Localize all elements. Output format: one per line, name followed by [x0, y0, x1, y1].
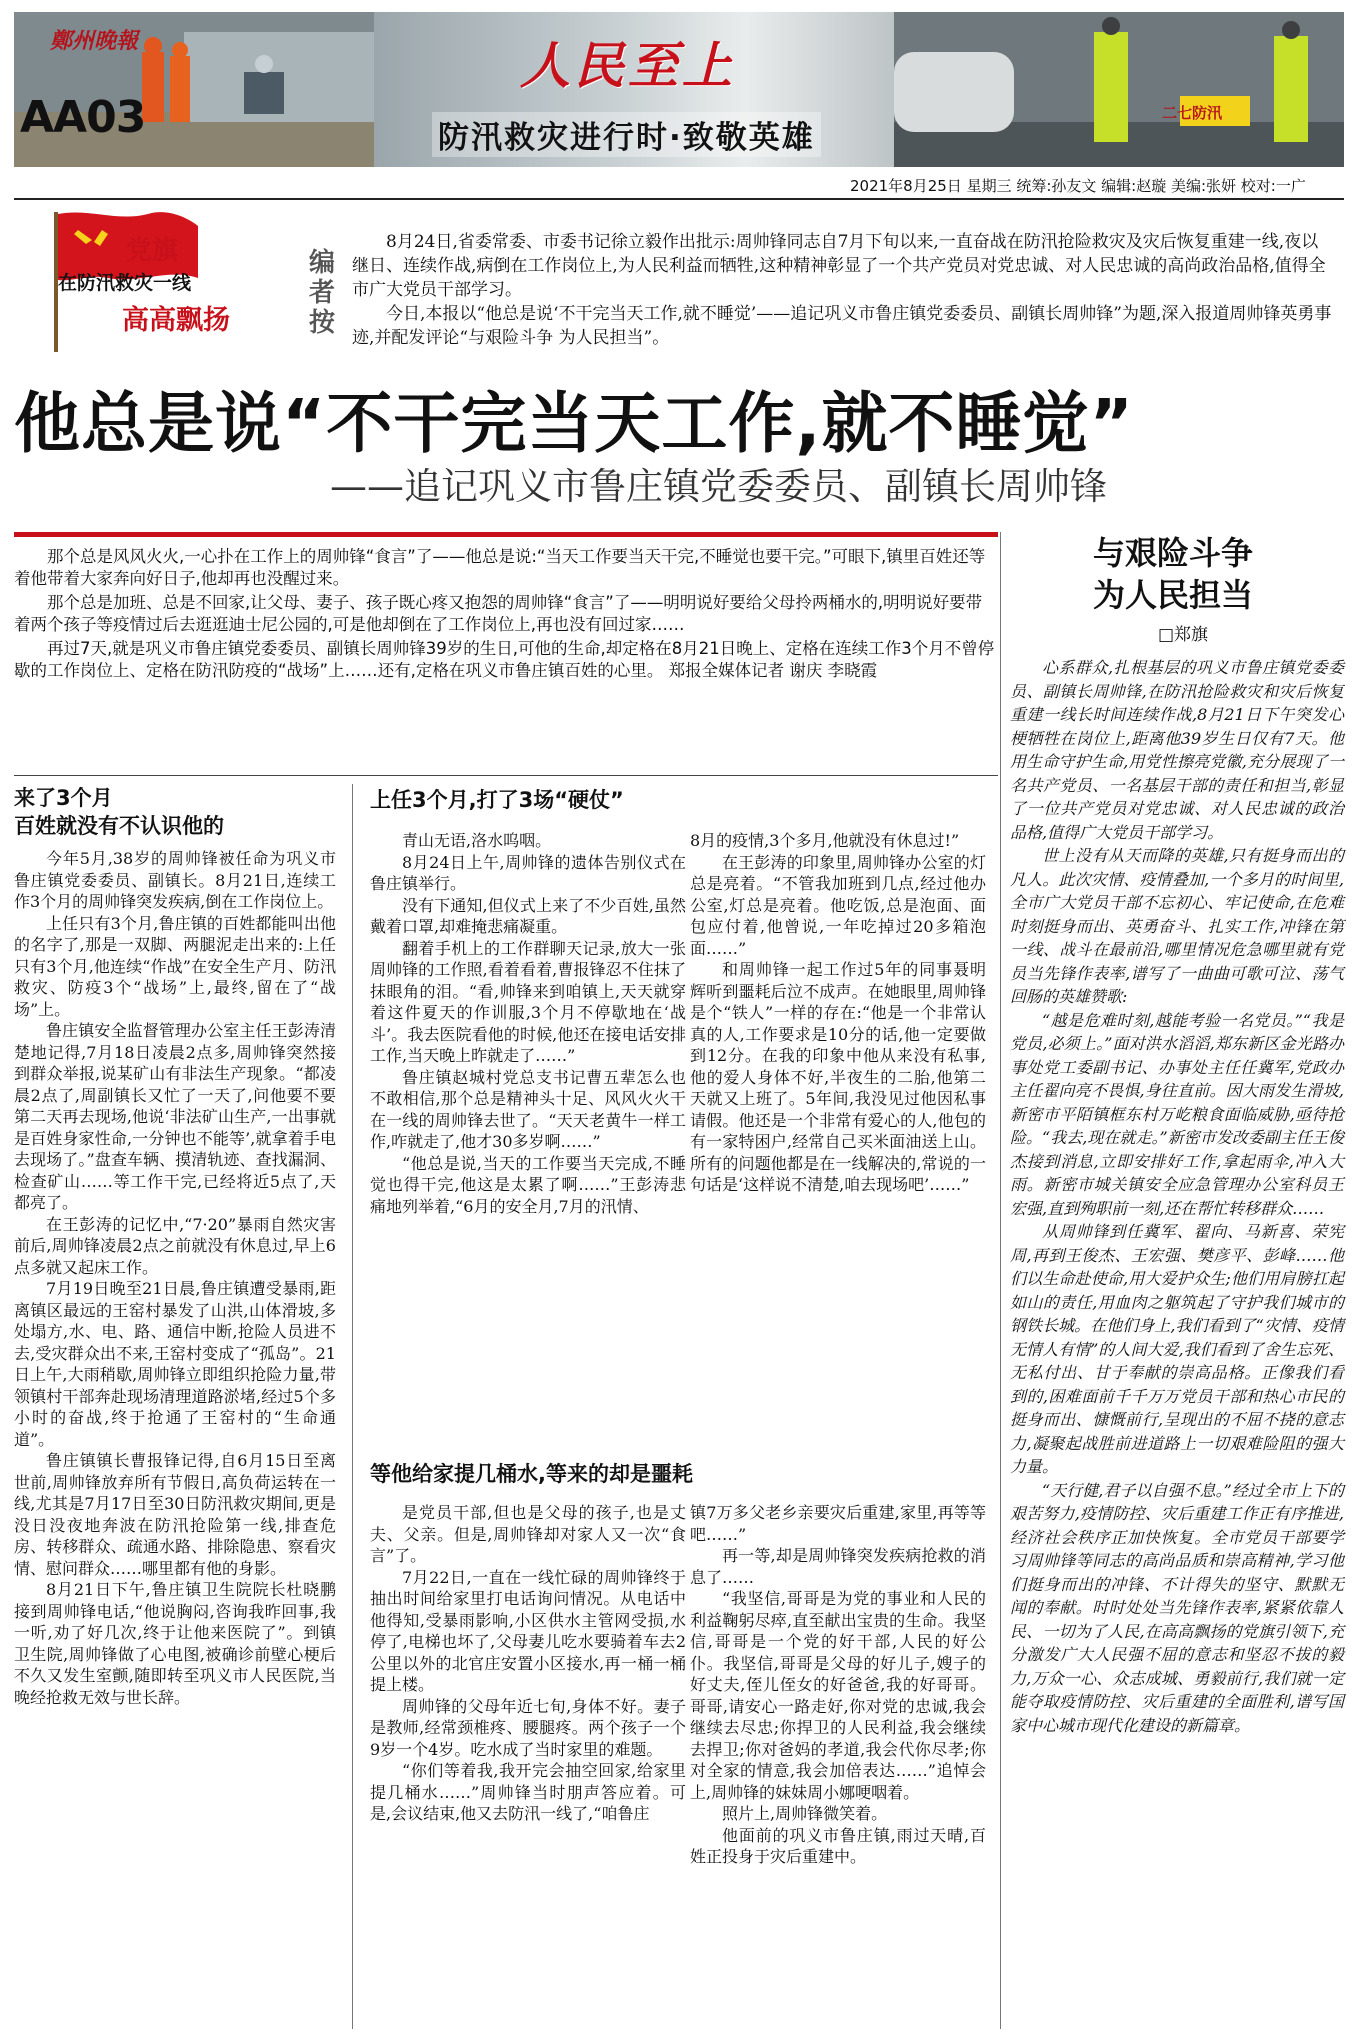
- headline: 他总是说“不干完当天工作,就不睡觉”: [14, 385, 1134, 462]
- commentary-paragraph: 从周帅锋到任冀军、翟向、马新喜、荣宪周,再到王俊杰、王宏强、樊彦平、彭峰……他们以生命赴使命,用大爱护众生;他们用肩膀扛起如山的责任,用血肉之躯筑起了守护我们城市的钢铁长城。在他们身上,我们看到了“灾情、疫情无情人有情”的人间大爱,我们看到了舍生忘死、无私付出、甘于奉献的崇高品格。正像我们看到的,困难面前千千万万党员干部和热心市民的挺身而出、慷慨前行,呈现出的不屈不挠的意志力,凝聚起战胜前进道路上一切艰难险阻的强大力量。: [1010, 1222, 1344, 1476]
- flag-line-1: 党旗: [126, 236, 179, 266]
- lead-paragraph: 那个总是风风火火,一心扑在工作上的周帅锋“食言”了——他总是说:“当天工作要当天干完,不睡觉也要干完。”可眼下,镇里百姓还等着他带着大家奔向好日子,他却再也没醒过来。: [14, 547, 986, 588]
- commentary-title-line1: 与艰险斗争: [1092, 534, 1253, 572]
- section-2-column-2: [690, 830, 986, 1196]
- article-paragraph: 和周帅锋一起工作过5年的同事聂明辉听到噩耗后泣不成声。在她眼里,周帅锋是个“铁人”一样的存在:“他是一个非常认真的人,工作要求是10分的话,他一定要做到12分。在我的印象中他从来没有私事,他的爱人身体不好,半夜生的二胎,他第二天就又上班了。5年间,我没见过他因私事请假。他还是一个非常有爱心的人,他包的有一家特困户,经常自己买米面油送上山。所有的问题他都是在一线解决的,常说的一句话是‘这样说不清楚,咱去现场吧’……”: [690, 960, 986, 1194]
- article-paragraph: 翻着手机上的工作群聊天记录,放大一张周帅锋的工作照,看着看着,曹报锋忍不住抹了抹眼角的泪。“看,帅锋来到咱镇上,天天就穿着这件夏天的作训服,3个月不停歇地在‘战斗’。我去医院看他的时候,他还在接电话安排工作,当天晚上昨就走了……”: [370, 938, 686, 1065]
- commentary-paragraph: “天行健,君子以自强不息。”经过全市上下的艰苦努力,疫情防控、灾后重建工作正有序推进,经济社会秩序正加快恢复。全市党员干部要学习周帅锋等同志的高尚品质和崇高精神,学习他们挺身而出的冲锋、不计得失的坚守、默默无闻的奉献。时时处处当先锋作表率,紧紧依靠人民、一切为了人民,在高高飘扬的党旗引领下,充分激发广大人民强不屈的意志和坚忍不拔的毅力,万众一心、众志成城、勇毅前行,我们就一定能夺取疫情防控、灾后重建的全面胜利,谱写国家中心城市现代化建设的新篇章。: [1010, 1480, 1344, 1735]
- banner-sign: 二七防汛: [1162, 104, 1223, 122]
- commentary-paragraph: 心系群众,扎根基层的巩义市鲁庄镇党委委员、副镇长周帅锋,在防汛抢险救灾和灾后恢复重建一线长时间连续作战,8月21日下午突发心梗牺牲在岗位上,距离他39岁生日仅有7天。他用生命守护生命,用党性擦亮党徽,充分展现了一名共产党员、一名基层干部的责任和担当,彰显了一位共产党员对党忠诚、对人民忠诚的政治品格,值得广大党员干部学习。: [1010, 658, 1344, 842]
- article-paragraph: 上任只有3个月,鲁庄镇的百姓都能叫出他的名字了,那是一双脚、两腿泥走出来的:上任只有3个月,他连续“作战”在安全生产月、防汛救灾、防疫3个“战场”上,最终,留在了“战场”上。: [14, 913, 336, 1019]
- column-divider: [352, 784, 353, 2029]
- section-2-title-wrap: [370, 786, 624, 814]
- editor-note-paragraph: 今日,本报以“他总是说‘不干完当天工作,就不睡觉’——追记巩义市鲁庄镇党委委员、副镇长周帅锋”为题,深入报道周帅锋英勇事迹,并配发评论“与艰险斗争 为人民担当”。: [352, 304, 1332, 348]
- article-paragraph: 照片上,周帅锋微笑着。: [722, 1804, 888, 1823]
- article-paragraph: 是党员干部,但也是父母的孩子,也是丈夫、父亲。但是,周帅锋却对家人又一次“食言”了。: [370, 1503, 686, 1565]
- article-paragraph: 他面前的巩义市鲁庄镇,雨过天晴,百姓正投身于灾后重建中。: [690, 1825, 986, 1866]
- section-3-title-wrap: [370, 1460, 990, 1488]
- section-subtitle: 防汛救灾进行时·致敬英雄: [432, 112, 821, 157]
- red-divider: [14, 532, 998, 537]
- article-paragraph: 镇7万多父老乡亲要灾后重建,家里,再等等吧……”: [690, 1503, 986, 1544]
- flag-line-3: 高高飘扬: [122, 305, 230, 336]
- article-paragraph: “他总是说,当天的工作要当天完成,不睡觉也得干完,他这是太累了啊……”王彭涛悲痛地列举着,“6月的安全月,7月的汛情、: [370, 1153, 686, 1216]
- section-2-column-1: [370, 830, 686, 1217]
- article-paragraph: 在王彭涛的记忆中,“7·20”暴雨自然灾害前后,周帅锋凌晨2点之前就没有休息过,早上6点多就又起床工作。: [14, 1214, 336, 1277]
- lead-paragraphs: [14, 546, 998, 684]
- flag-line-2: 在防汛救灾一线: [58, 272, 192, 294]
- rescue-photo-right: [894, 12, 1344, 167]
- section-3-title: 等他给家提几桶水,等来的却是噩耗: [370, 1462, 693, 1486]
- article-paragraph: 周帅锋的父母年近七旬,身体不好。妻子是教师,经常颈椎疼、腰腿疼。两个孩子一个9岁一个4岁。吃水成了当时家里的难题。: [370, 1696, 686, 1759]
- article-paragraph: 没有下通知,但仪式上来了不少百姓,虽然戴着口罩,却难掩悲痛凝重。: [370, 895, 686, 936]
- section-1-column: [14, 784, 336, 1708]
- commentary-title: [1006, 532, 1340, 616]
- editor-note-label: 编者按: [308, 248, 335, 338]
- article-paragraph: 鲁庄镇赵城村党总支书记曹五辈怎么也不敢相信,那个总是精神头十足、风风火火干在一线的周帅锋去世了。“天天老黄牛一样工作,咋就走了,他才30多岁啊……”: [370, 1067, 686, 1151]
- article-paragraph: 青山无语,洛水呜咽。: [402, 831, 552, 850]
- editor-note-paragraph: 8月24日,省委常委、市委书记徐立毅作出批示:周帅锋同志自7月下旬以来,一直奋战在防汛抢险救灾及灾后恢复重建一线,夜以继日、连续作战,病倒在工作岗位上,为人民利益而牺牲,这种精神彰显了一个共产党员对党忠诚、对人民忠诚的高尚政治品格,值得全市广大党员干部学习。: [352, 232, 1326, 300]
- page-number: AA03: [20, 92, 146, 143]
- article-paragraph: 鲁庄镇安全监督管理办公室主任王彭涛清楚地记得,7月18日凌晨2点多,周帅锋突然接到群众举报,说某矿山有非法生产现象。“都凌晨2点了,周副镇长又忙了一天了,问他要不要第二天再去现场,他说‘非法矿山生产,一出事就是百姓身家性命,一分钟也不能等’,就拿着手电去现场了。”盘查车辆、摸清轨迹、查找漏洞、检查矿山……等工作干完,已经将近5点了,天都亮了。: [14, 1021, 336, 1212]
- commentary-body: [1010, 656, 1344, 1737]
- lead-paragraph: 再过7天,就是巩义市鲁庄镇党委委员、副镇长周帅锋39岁的生日,可他的生命,却定格在8月21日晚上、定格在连续工作3个月不曾停歇的工作岗位上、定格在防汛防疫的“战场”上……还有,定格在巩义市鲁庄镇百姓的心里。 郑报全媒体记者 谢庆 李晓霞: [14, 639, 995, 680]
- section-1-title-line2: 百姓就没有不认识他的: [14, 814, 224, 838]
- divider: [14, 198, 1344, 200]
- commentary-paragraph: “越是危难时刻,越能考验一名党员。”“我是党员,必须上。”面对洪水滔滔,郑东新区金光路办事处党工委副书记、办事处主任任冀军,党政办主任翟向亮不畏惧,身往直前。因大雨发生滑坡,新密市平陌镇框东村万屹粮食面临威胁,亟待抢险。“我去,现在就走。”新密市发改委副主任王俊杰接到消息,立即安排好工作,拿起雨伞,冲入大雨。新密市城关镇安全应急管理办公室科员王宏强,直到殉职前一刻,还在帮忙转移群众……: [1010, 1010, 1344, 1218]
- article-paragraph: 在王彭涛的印象里,周帅锋办公室的灯总是亮着。“不管我加班到几点,经过他办公室,灯总是亮着。他吃饭,总是泡面、面包应付着,他曾说,一年吃掉过20多箱泡面……”: [690, 852, 986, 958]
- masthead-logo: 鄭州晚報: [50, 28, 139, 54]
- section-2-title: 上任3个月,打了3场“硬仗”: [370, 788, 624, 812]
- article-paragraph: 7月22日,一直在一线忙碌的周帅锋终于抽出时间给家里打电话询问情况。从电话中他得知,受暴雨影响,小区供水主管网受损,水停了,电梯也坏了,父母妻儿吃水要骑着车去2公里以外的北官庄安置小区接水,再一桶一桶提上楼。: [370, 1567, 686, 1694]
- subheadline: ——追记巩义市鲁庄镇党委委员、副镇长周帅锋: [330, 465, 1107, 508]
- commentary-author: □郑旗: [1158, 625, 1209, 645]
- article-paragraph: 8月24日上午,周帅锋的遗体告别仪式在鲁庄镇举行。: [370, 852, 686, 893]
- lead-paragraph: 那个总是加班、总是不回家,让父母、妻子、孩子既心疼又抱怨的周帅锋“食言”了——明明说好要给父母拎两桶水的,明明说好要带着两个孩子等疫情过后去逛逛迪士尼公园的,可是他却倒在了工作岗位上,再也没有回过家……: [14, 593, 983, 634]
- commentary-title-line2: 为人民担当: [1092, 576, 1253, 614]
- section-3-column-1: [370, 1502, 686, 1825]
- article-paragraph: 7月19日晚至21日晨,鲁庄镇遭受暴雨,距离镇区最远的王窑村暴发了山洪,山体滑坡,多处塌方,水、电、路、通信中断,抢险人员进不去,受灾群众出不来,王窑村变成了“孤岛”。21日上午,大雨稍歇,周帅锋立即组织抢险力量,带领镇村干部奔赴现场清理道路淤堵,经过5个多小时的奋战,终于抢通了王窑村的“生命通道”。: [14, 1279, 336, 1449]
- article-paragraph: “我坚信,哥哥是为党的事业和人民的利益鞠躬尽瘁,直至献出宝贵的生命。我坚信,哥哥是一个党的好干部,人民的好公仆。我坚信,哥哥是父母的好儿子,嫂子的好丈夫,侄儿侄女的好爸爸,我的好哥哥。哥哥,请安心一路走好,你对党的忠诚,我会继续去尽忠;你捍卫的人民利益,我会继续去捍卫;你对爸妈的孝道,我会代你尽孝;你对全家的情意,我会加倍表达……”追悼会上,周帅锋的妹妹周小娜哽咽着。: [690, 1589, 986, 1802]
- party-flag-badge: [48, 208, 288, 358]
- article-paragraph: 再一等,却是周帅锋突发疾病抢救的消息了……: [690, 1546, 986, 1587]
- article-paragraph: 鲁庄镇镇长曹报锋记得,自6月15日至离世前,周帅锋放弃所有节假日,高负荷运转在一线,尤其是7月17日至30日防汛救灾期间,更是没日没夜地奔波在防汛抢险第一线,排查危房、转移群众、疏通水路、排除隐患、察看灾情、慰问群众……哪里都有他的身影。: [14, 1451, 336, 1578]
- section-title: 人民至上: [520, 36, 736, 95]
- section-1-title-line1: 来了3个月: [14, 786, 113, 810]
- section-3-column-2: [690, 1502, 986, 1868]
- article-paragraph: 今年5月,38岁的周帅锋被任命为巩义市鲁庄镇党委委员、副镇长。8月21日,连续工作3个月的周帅锋突发疾病,倒在工作岗位上。: [14, 849, 336, 911]
- article-paragraph: “你们等着我,我开完会抽空回家,给家里提几桶水……”周帅锋当时朋声答应着。可是,会议结束,他又去防汛一线了,“咱鲁庄: [370, 1761, 686, 1823]
- article-paragraph: 8月的疫情,3个多月,他就没有休息过!”: [690, 831, 960, 850]
- commentary-paragraph: 世上没有从天而降的英雄,只有挺身而出的凡人。此次灾情、疫情叠加,一个多月的时间里,全市广大党员干部不忘初心、牢记使命,在危难时刻挺身而出、英勇奋斗、扎实工作,冲锋在第一线、战斗在最前沿,哪里情况危急哪里就有党员当先锋作表率,谱写了一曲曲可歌可泣、荡气回肠的英雄赞歌:: [1010, 846, 1344, 1006]
- dateline: 2021年8月25日 星期三 统筹:孙友文 编辑:赵璇 美编:张妍 校对:一广: [850, 177, 1306, 195]
- column-divider: [1000, 532, 1001, 2029]
- divider: [14, 775, 998, 776]
- article-paragraph: 8月21日下午,鲁庄镇卫生院院长杜晓鹏接到周帅锋电话,“他说胸闷,咨询我昨回事,我一听,劝了好几次,终于让他来医院了”。到镇卫生院,周帅锋做了心电图,被确诊前壁心梗后不久又发生室颤,随即转至巩义市人民医院,当晚经抢救无效与世长辞。: [14, 1580, 336, 1707]
- editor-note: [352, 230, 1332, 350]
